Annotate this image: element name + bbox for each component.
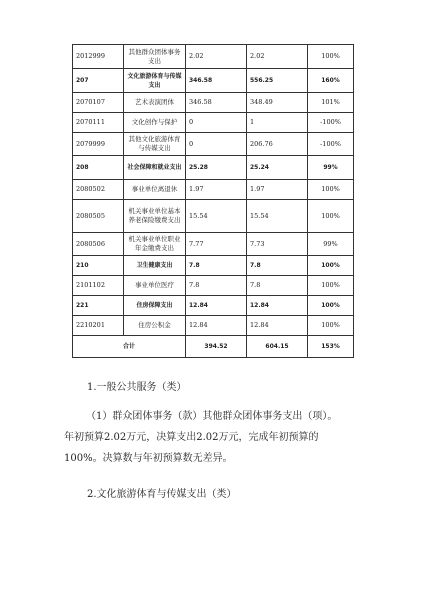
item-name-cell: 事业单位医疗 — [124, 276, 186, 296]
actual-cell: 12.84 — [247, 316, 308, 336]
total-actual: 604.15 — [247, 336, 308, 358]
actual-cell: 7.8 — [247, 256, 308, 276]
actual-cell: 1.97 — [247, 180, 308, 200]
budget-cell: 0 — [186, 113, 247, 133]
actual-cell: 1 — [247, 113, 308, 133]
section-heading-general-public-services: 1.一般公共服务（类） — [87, 382, 187, 393]
table-row — [73, 133, 354, 156]
account-code-cell: 221 — [73, 296, 124, 316]
actual-cell: 556.25 — [247, 69, 308, 93]
paragraph-group-affairs — [64, 406, 364, 469]
item-name-cell: 事业单位离退休 — [124, 180, 186, 200]
account-code-cell: 2012999 — [73, 45, 124, 69]
account-code-cell: 2080506 — [73, 233, 124, 256]
paragraph-line: （1）群众团体事务（款）其他群众团体事务支出（项）。 — [86, 411, 338, 422]
account-code-cell: 208 — [73, 156, 124, 180]
completion-rate-cell: 99% — [308, 233, 354, 256]
budget-cell: 7.8 — [186, 256, 247, 276]
completion-rate-cell: 100% — [308, 316, 354, 336]
account-code-cell: 2070107 — [73, 93, 124, 113]
account-code-cell: 2079999 — [73, 133, 124, 156]
account-code-cell: 2070111 — [73, 113, 124, 133]
account-code-cell: 2080502 — [73, 180, 124, 200]
completion-rate-cell: 100% — [308, 180, 354, 200]
item-name-cell: 住房公积金 — [124, 316, 186, 336]
completion-rate-cell: 100% — [308, 276, 354, 296]
actual-cell: 7.8 — [247, 276, 308, 296]
budget-table-body — [73, 45, 354, 336]
completion-rate-cell: -100% — [308, 133, 354, 156]
table-row — [73, 200, 354, 233]
total-row — [73, 336, 354, 358]
section-heading-culture-tourism: 2.文化旅游体育与传媒支出（类） — [87, 489, 237, 500]
completion-rate-cell: 100% — [308, 296, 354, 316]
table-row — [73, 69, 354, 93]
budget-cell: 0 — [186, 133, 247, 156]
table-row — [73, 93, 354, 113]
account-code-cell: 207 — [73, 69, 124, 93]
actual-cell: 15.54 — [247, 200, 308, 233]
table-row — [73, 45, 354, 69]
budget-cell: 7.8 — [186, 276, 247, 296]
actual-cell: 348.49 — [247, 93, 308, 113]
table-row — [73, 233, 354, 256]
account-code-cell: 2080505 — [73, 200, 124, 233]
completion-rate-cell: 100% — [308, 200, 354, 233]
actual-cell: 206.76 — [247, 133, 308, 156]
total-pct: 153% — [308, 336, 354, 358]
table-row — [73, 156, 354, 180]
table-row — [73, 316, 354, 336]
item-name-cell: 文化创作与保护 — [124, 113, 186, 133]
budget-cell: 12.84 — [186, 316, 247, 336]
paragraph-line: 年初预算2.02万元，决算支出2.02万元，完成年初预算的 — [64, 432, 319, 443]
budget-cell: 1.97 — [186, 180, 247, 200]
table-row — [73, 113, 354, 133]
item-name-cell: 其他群众团体事务支出 — [124, 45, 186, 69]
item-name-cell: 机关事业单位职业年金缴费支出 — [124, 233, 186, 256]
table-row — [73, 256, 354, 276]
total-budget: 394.52 — [186, 336, 247, 358]
account-code-cell: 2101102 — [73, 276, 124, 296]
completion-rate-cell: 99% — [308, 156, 354, 180]
budget-cell: 346.58 — [186, 93, 247, 113]
paragraph-line: 100%。决算数与年初预算数无差异。 — [64, 453, 233, 464]
budget-cell: 25.28 — [186, 156, 247, 180]
actual-cell: 7.73 — [247, 233, 308, 256]
item-name-cell: 艺术表演团体 — [124, 93, 186, 113]
completion-rate-cell: 160% — [308, 69, 354, 93]
actual-cell: 2.02 — [247, 45, 308, 69]
budget-cell: 12.84 — [186, 296, 247, 316]
completion-rate-cell: -100% — [308, 113, 354, 133]
item-name-cell: 文化旅游体育与传媒支出 — [124, 69, 186, 93]
table-row — [73, 296, 354, 316]
item-name-cell: 社会保障和就业支出 — [124, 156, 186, 180]
actual-cell: 12.84 — [247, 296, 308, 316]
budget-table — [72, 44, 354, 358]
completion-rate-cell: 100% — [308, 45, 354, 69]
account-code-cell: 210 — [73, 256, 124, 276]
item-name-cell: 其他文化旅游体育与传媒支出 — [124, 133, 186, 156]
budget-cell: 346.58 — [186, 69, 247, 93]
completion-rate-cell: 101% — [308, 93, 354, 113]
actual-cell: 25.24 — [247, 156, 308, 180]
table-row — [73, 180, 354, 200]
item-name-cell: 机关事业单位基本养老保险缴费支出 — [124, 200, 186, 233]
budget-cell: 2.02 — [186, 45, 247, 69]
completion-rate-cell: 100% — [308, 256, 354, 276]
item-name-cell: 住房保障支出 — [124, 296, 186, 316]
budget-cell: 15.54 — [186, 200, 247, 233]
budget-cell: 7.77 — [186, 233, 247, 256]
item-name-cell: 卫生健康支出 — [124, 256, 186, 276]
account-code-cell: 2210201 — [73, 316, 124, 336]
total-label: 合计 — [73, 336, 186, 358]
table-row — [73, 276, 354, 296]
